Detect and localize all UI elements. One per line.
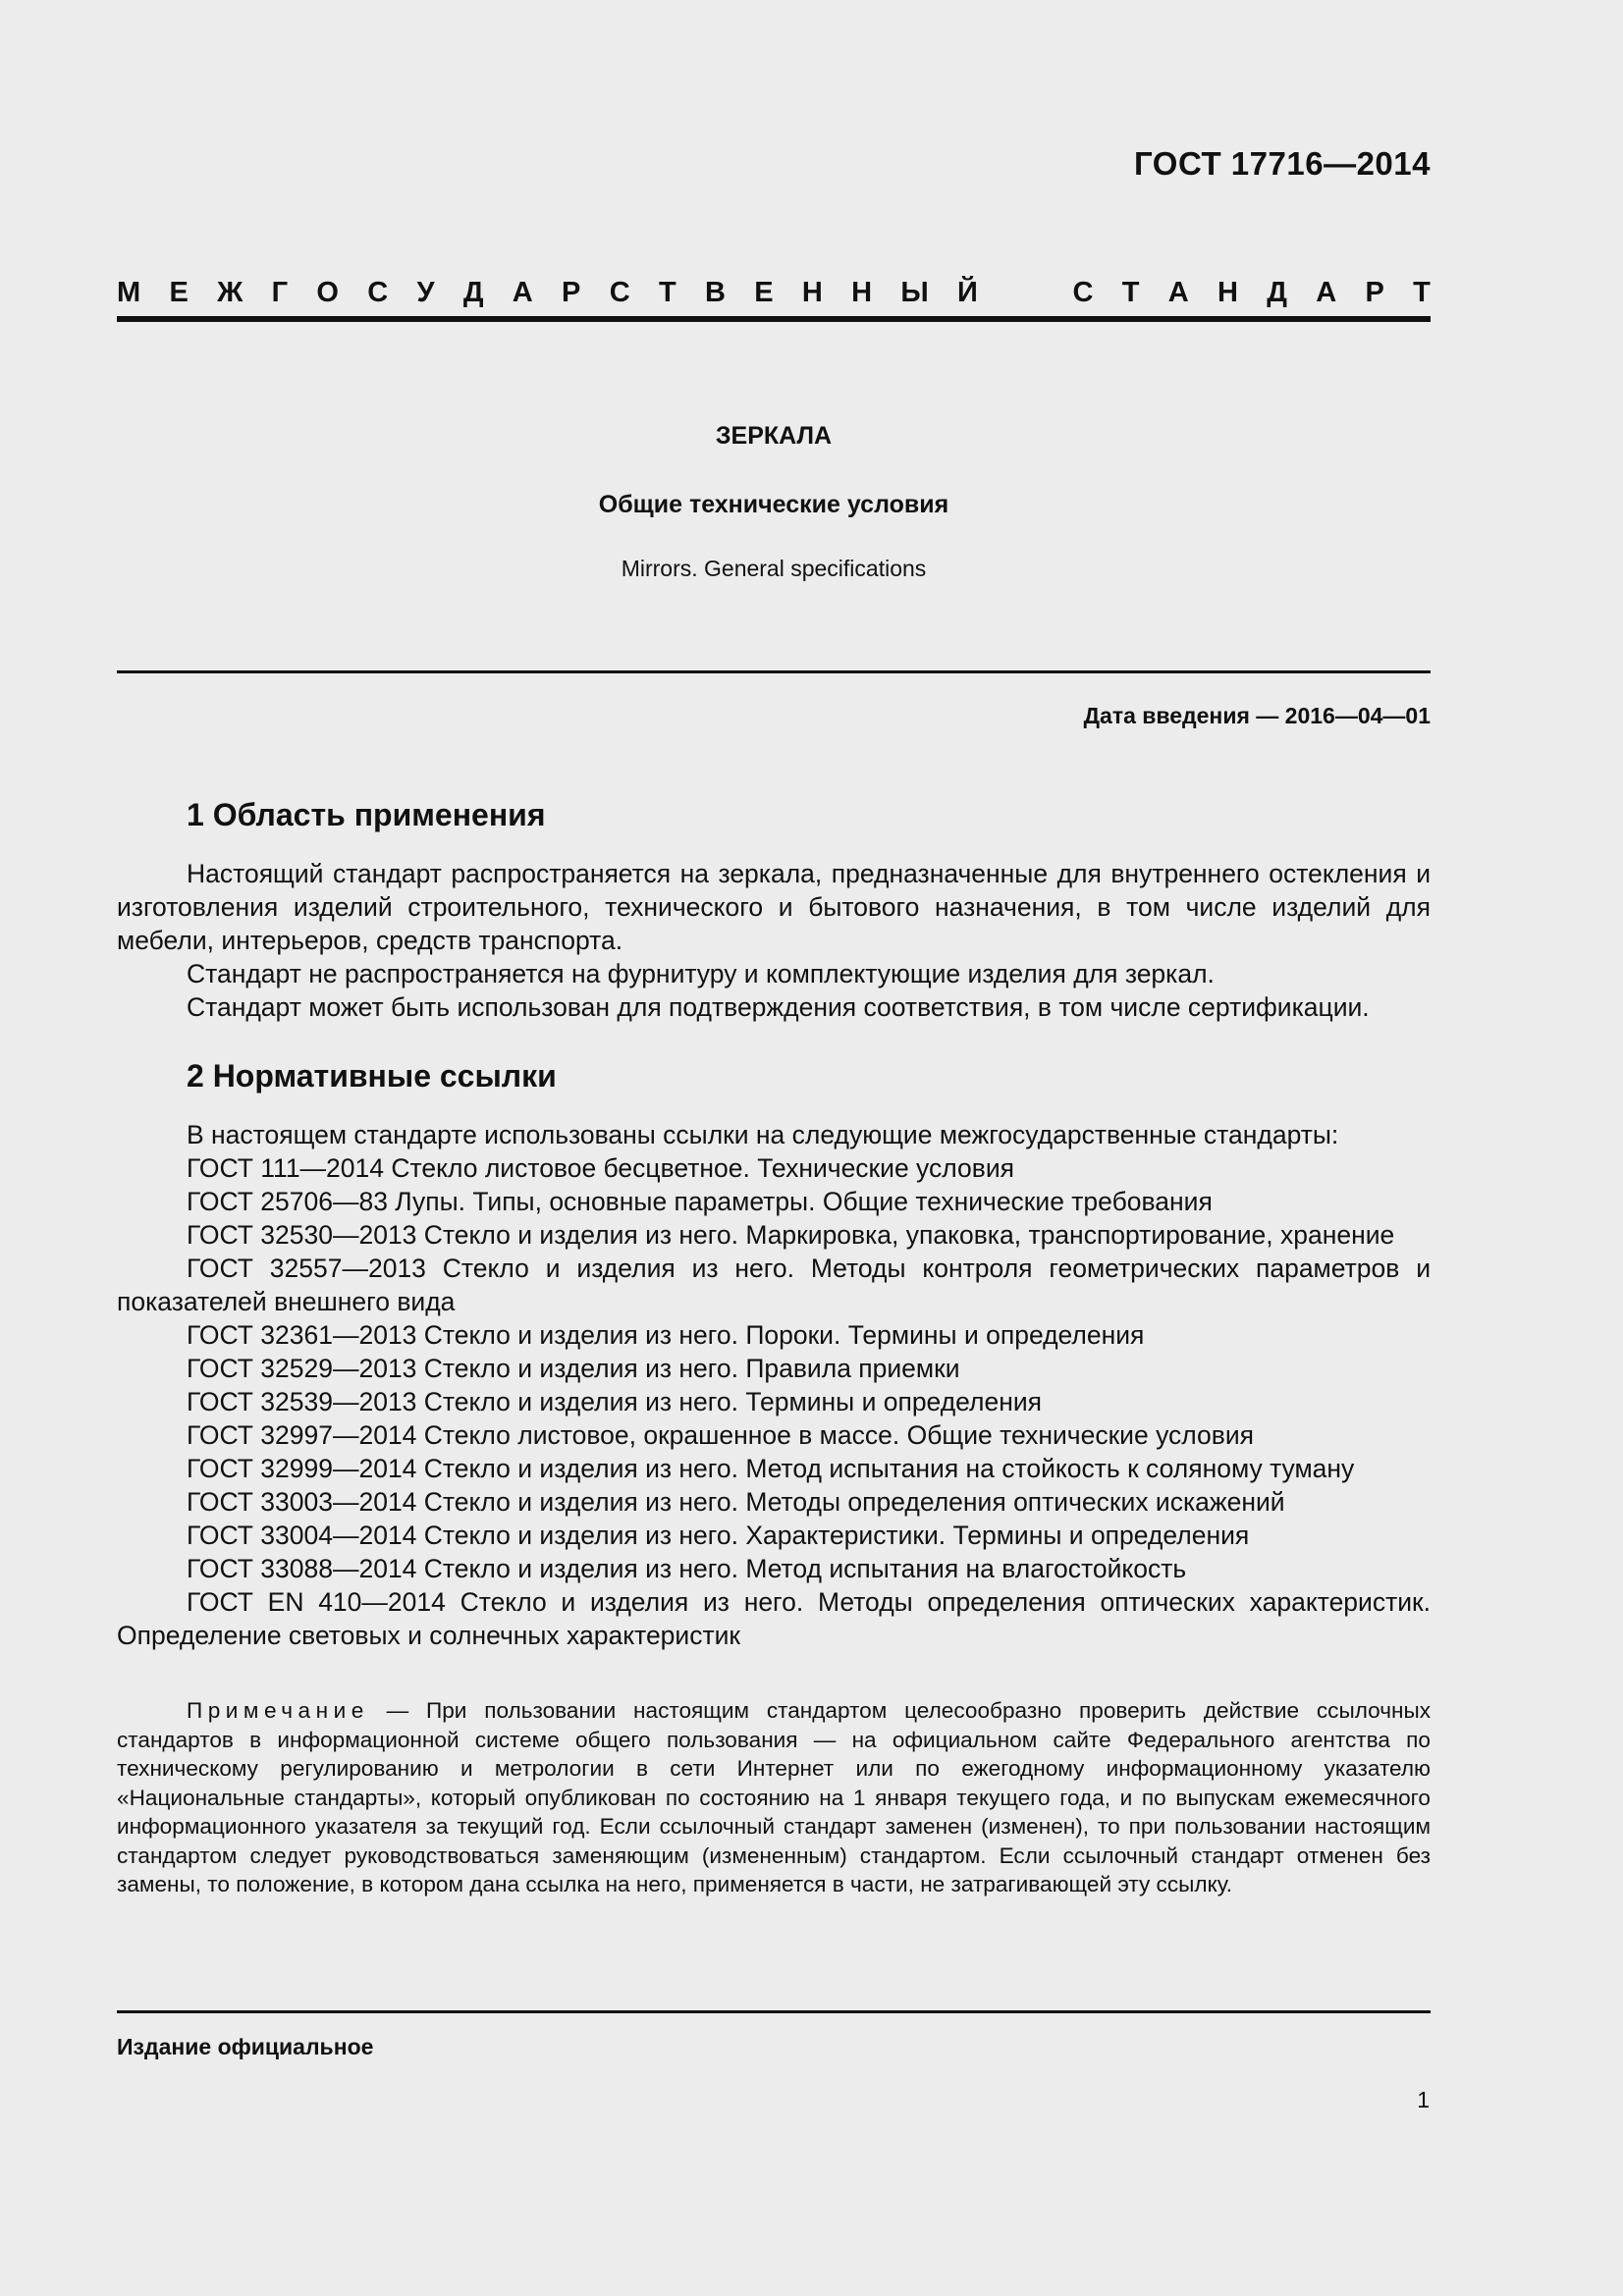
english-title: Mirrors. General specifications [621,556,927,581]
document-code: ГОСТ 17716—2014 [1134,145,1431,182]
paragraph: Настоящий стандарт распространяется на зеркала, предназначенные для внутреннего остекления и изготовления изделий строительного, технического и бытового назначения, в том числе изделий для мебели, интерьеров, средств транспорта. [117,859,1431,955]
banner-letter: Д [1267,277,1287,308]
introduction-date: Дата введения — 2016—04—01 [1083,703,1431,728]
banner-letter: М [117,277,141,308]
reference-item: ГОСТ EN 410—2014 Стекло и изделия из него. Методы определения оптических характеристик. Определение световых и солнечных характеристик [117,1587,1431,1650]
references-note [117,1696,1431,1899]
title-divider [117,670,1431,673]
reference-item: ГОСТ 32539—2013 Стекло и изделия из него. Термины и определения [187,1387,1043,1416]
banner-letter: А [1167,277,1189,308]
banner-letter: С [609,277,630,308]
reference-item: ГОСТ 33003—2014 Стекло и изделия из него. Методы определения оптических искажений [187,1487,1285,1517]
note-text: — При пользовании настоящим стандартом целесообразно проверить действие ссылочных стандартов в информационной системе общего пользования — на официальном сайте Федерального агентства по техническому регулированию и метрологии в сети Интернет или по ежегодному информационному указателю «Национальные стандарты», который опубликован по состоянию на 1 января текущего года, и по выпускам ежемесячного информационного указателя за текущий год. Если ссылочный стандарт заменен (изменен), то при пользовании настоящим стандартом следует руководствоваться заменяющим (измененным) стандартом. Если ссылочный стандарт отменен без замены, то положение, в котором дана ссылка на него, применяется в части, не затрагивающей эту ссылку. [117,1698,1431,1896]
section-scope-body [117,857,1431,1024]
banner-letter: Д [462,277,484,308]
footer-divider [117,2010,1431,2013]
banner-letter: А [512,277,533,308]
banner-letter: О [316,277,339,308]
reference-item: ГОСТ 32361—2013 Стекло и изделия из него. Пороки. Термины и определения [187,1320,1145,1350]
banner-letter: Р [1365,277,1384,308]
paragraph: Стандарт не распространяется на фурнитуру и комплектующие изделия для зеркал. [187,959,1215,988]
banner-letter: Н [1217,277,1238,308]
note-label: Примечание [187,1698,369,1723]
reference-item: ГОСТ 111—2014 Стекло листовое бесцветное. Технические условия [187,1153,1014,1183]
standard-type-banner [117,277,1431,309]
reference-item: ГОСТ 32999—2014 Стекло и изделия из него. Метод испытания на стойкость к соляному туману [187,1454,1355,1483]
reference-item: ГОСТ 32529—2013 Стекло и изделия из него. Правила приемки [187,1354,960,1383]
reference-item: ГОСТ 32557—2013 Стекло и изделия из него. Методы контроля геометрических параметров и показателей внешнего вида [117,1254,1431,1316]
banner-letter: У [416,277,435,308]
banner-letter: Т [1413,277,1431,308]
banner-letter: Й [957,277,978,308]
official-edition-label: Издание официальное [117,2034,374,2059]
banner-letter: Т [1121,277,1140,308]
reference-item: ГОСТ 32530—2013 Стекло и изделия из него. Маркировка, упаковка, транспортирование, хранение [187,1220,1395,1250]
banner-letter: Е [169,277,189,308]
section-references-body [117,1118,1431,1652]
document-subtitle: Общие технические условия [598,491,949,518]
banner-letter: Н [801,277,823,308]
banner-letter: Н [851,277,873,308]
banner-letter: Ы [900,277,929,308]
reference-item: ГОСТ 33004—2014 Стекло и изделия из него. Характеристики. Термины и определения [187,1521,1250,1550]
banner-letter: Е [754,277,774,308]
banner-letter: Р [562,277,581,308]
banner-letter: Т [658,277,676,308]
banner-letter: Г [271,277,289,308]
reference-item: ГОСТ 33088—2014 Стекло и изделия из него. Метод испытания на влагостойкость [187,1554,1187,1583]
section-heading-references: 2 Нормативные ссылки [187,1058,557,1094]
reference-item: ГОСТ 25706—83 Лупы. Типы, основные параметры. Общие технические требования [187,1187,1213,1216]
banner-letter: Ж [217,277,243,308]
paragraph: В настоящем стандарте использованы ссылки на следующие межгосударственные стандарты: [187,1120,1339,1149]
page-number: 1 [1417,2087,1430,2112]
banner-letter: В [704,277,726,308]
section-heading-scope: 1 Область применения [187,797,546,832]
reference-item: ГОСТ 32997—2014 Стекло листовое, окрашенное в массе. Общие технические условия [187,1420,1255,1450]
paragraph: Стандарт может быть использован для подтверждения соответствия, в том числе сертификации. [187,992,1370,1022]
banner-word-gap [1006,277,1044,309]
banner-letter: А [1316,277,1337,308]
header-divider [117,316,1431,322]
document-title: ЗЕРКАЛА [715,422,833,450]
banner-letter: С [1072,277,1094,308]
banner-letter: С [367,277,389,308]
